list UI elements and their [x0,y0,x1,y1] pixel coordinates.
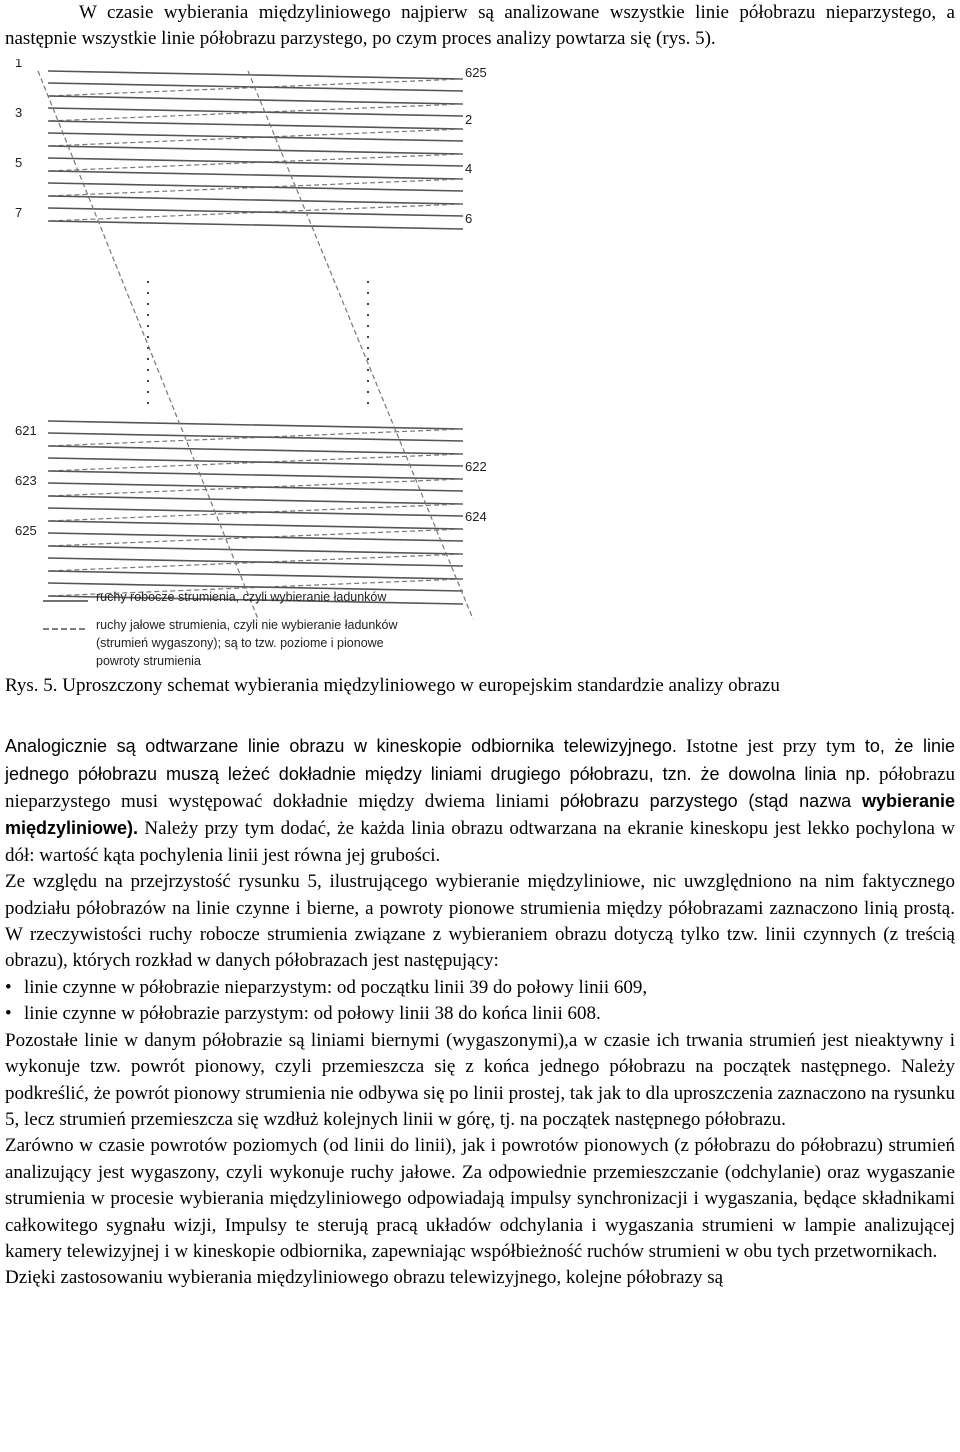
para3-serif-text: Należy przy tym dodać, że każda linia obrazu odtwarzana na ekranie kineskopu jest lekko pochylona w dół: wartość kąta pochylenia linii jest równa jej grubości. [5,818,955,866]
legend-text: powroty strumienia [96,653,201,668]
left-line-label: 5 [15,154,23,170]
paragraph-3: Pozostałe linie w danym półobrazie są liniami biernymi (wygaszonymi),a w czasie ich trwania strumień jest nieaktywny i wykonuje tzw. powrót pionowy, czyli przemieszcza się z końca jednego półobrazu na początek następnego. Należy podkreślić, że powrót pionowy strumienia nie odbywa się po linii prostej, tak jak to dla uproszczenia zaznaczono na rysunku 5, lecz strumień przemieszcza się wzdłuż kolejnych linii w górę, tj. na początek następnego półobrazu. [5,1029,955,1130]
scan-line [48,171,463,179]
right-line-label: 625 [465,64,487,80]
active-lines-list [5,975,955,1028]
scan-line [48,533,463,541]
left-line-label: 625 [15,522,37,538]
list-item: • linie czynne w półobrazie parzystym: od połowy linii 38 do końca linii 608. [5,1001,955,1027]
legend-text: ruchy jałowe strumienia, czyli nie wybieranie ładunków [96,617,398,632]
scan-line [48,496,463,504]
scan-line [48,446,463,454]
scan-line [48,133,463,141]
para1-sans-text: Analogicznie są odtwarzane linie obrazu w kineskopie odbiornika telewizyjnego. [5,736,677,757]
interlaced-scan-figure [8,59,508,669]
left-line-label: 1 [15,58,23,70]
left-line-label: 623 [15,472,37,488]
right-line-label: 2 [465,111,473,127]
scan-line [48,421,463,429]
scan-line [48,208,463,216]
right-line-label: 622 [465,458,487,474]
right-line-label: 6 [465,210,473,226]
list-item: • linie czynne w półobrazie nieparzystym: od początku linii 39 do połowy linii 609, [5,975,955,1001]
figure-caption: Rys. 5. Uproszczony schemat wybierania międzyliniowego w europejskim standardzie analizy obrazu [5,674,780,696]
paragraph-4: Zarówno w czasie powrotów poziomych (od linii do linii), jak i powrotów pionowych (z półobrazu do półobrazu) strumień analizujący jest wygaszony, czyli wykonuje ruchy jałowe. Za odpowiednie przemieszczanie (odchylanie) oraz wygaszanie strumienia w procesie wybierania międzyliniowego odpowiadają impulsy synchronizacji i wygaszania, będące składnikami całkowitego sygnału wizji, Impulsy te sterują pracą układów odchylania i wygaszania strumieni w lampie analizującej kamery telewizyjnej i w kineskopie odbiornika, zapewniając współbieżność ruchów strumieni w obu tych przetwornikach. [5,1135,955,1262]
para3-sans-text: półobrazu parzystego (stąd nazwa [559,791,862,812]
left-line-label: 3 [15,104,23,120]
document-page [5,0,955,1292]
para2-sans-text: to, że linie jednego półobrazu muszą leżeć dokładnie między liniami drugiego półobrazu, tzn. że dowolna linia np. [5,736,955,784]
legend-text: (strumień wygaszony); są to tzw. poziome i pionowe [96,635,384,650]
scan-line [48,546,463,554]
right-line-label: 624 [465,508,487,524]
scan-line [48,196,463,204]
scan-line [48,433,463,441]
scan-line [48,508,463,516]
scan-line [48,96,463,104]
right-line-label: 4 [465,160,473,176]
scan-line [48,458,463,466]
scan-line [48,183,463,191]
scan-line [48,471,463,479]
scan-line [48,571,463,579]
scan-line [48,521,463,529]
paragraph-1 [5,733,955,869]
para1-serif-text: Istotne jest przy tym [676,736,856,758]
scan-line [48,158,463,166]
scan-line [48,108,463,116]
scan-line [48,221,463,229]
paragraph-2: Ze względu na przejrzystość rysunku 5, ilustrującego wybieranie międzyliniowe, nic uwzględniono na nim faktycznego podziału półobrazów na linie czynne i bierne, a powroty pionowe strumienia między półobrazami zaznaczono linią prostą. W rzeczywistości ruchy robocze strumienia związane z wybieraniem obrazu dotyczą tylko tzw. linii czynnych (z treścią obrazu), których rozkład w danych półobrazach jest następujący: [5,871,955,972]
left-line-label: 621 [15,422,37,438]
scan-line [48,483,463,491]
term-interlaced: wybieranie międzyliniowe). [5,791,955,839]
scan-line [48,71,463,79]
scan-line [48,558,463,566]
left-line-label: 7 [15,204,23,220]
para2-serif-text: półobrazu nieparzystego musi występować dokładnie między dwiema liniami [5,763,955,813]
paragraph-5: Dzięki zastosowaniu wybierania międzyliniowego obrazu telewizyjnego, kolejne półobrazy są [5,1267,724,1289]
scan-line [48,121,463,129]
scan-line [48,146,463,154]
intro-paragraph: W czasie wybierania międzyliniowego najpierw są analizowane wszystkie linie półobrazu nieparzystego, a następnie wszystkie linie półobrazu parzystego, po czym proces analizy powtarza się (rys. 5). [5,2,955,50]
legend-text: ruchy robocze strumienia, czyli wybieranie ładunków [96,589,387,604]
scan-diagram [8,59,508,669]
